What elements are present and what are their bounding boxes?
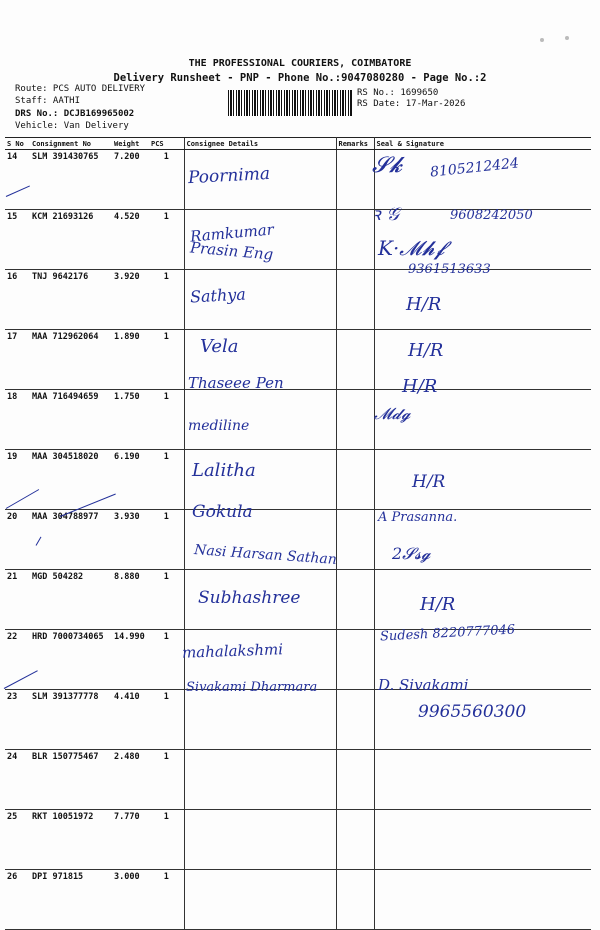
cell-sno: 16 — [5, 270, 30, 330]
cell-sno: 20 — [5, 510, 30, 570]
cell-weight: 3.930 — [112, 510, 149, 570]
signature-scribble: 2𝓢𝓼𝓰 — [392, 544, 431, 563]
table-row — [5, 270, 591, 330]
cell-pcs: 1 — [149, 570, 184, 630]
cell-sno: 17 — [5, 330, 30, 390]
cell-sno: 14 — [5, 150, 30, 210]
hr-mark: H/R — [402, 376, 438, 397]
signature-scribble: 𝓜𝓭𝓰 — [374, 404, 411, 423]
runsheet-table — [5, 137, 591, 930]
cell-consignment: MAA 304788977 — [30, 510, 112, 570]
cell-pcs: 1 — [149, 510, 184, 570]
handwritten-consignee-name: Poornima — [187, 163, 271, 189]
handwritten-consignee-name: Sathya — [189, 284, 247, 307]
col-pcs: PCS — [149, 138, 184, 150]
cell-sno: 15 — [5, 210, 30, 270]
cell-weight: 3.000 — [112, 870, 149, 930]
signature-scribble: 𝓢𝓴 — [372, 153, 403, 178]
cell-sno: 19 — [5, 450, 30, 510]
cell-consignee — [184, 690, 336, 750]
vehicle-info: Vehicle: Van Delivery — [15, 121, 129, 131]
rs-number — [357, 88, 465, 110]
cell-signature — [374, 750, 591, 810]
cell-weight: 4.520 — [112, 210, 149, 270]
handwritten-signature: Sudesh 8220777046 — [379, 622, 516, 645]
handwritten-consignee-name: mahalakshmi — [181, 640, 284, 662]
cell-pcs: 1 — [149, 330, 184, 390]
handwritten-consignee-name: mediline — [188, 418, 250, 434]
cell-weight: 14.990 — [112, 630, 149, 690]
col-sno: S No — [5, 138, 30, 150]
hr-mark: H/R — [420, 594, 456, 615]
cell-pcs: 1 — [149, 210, 184, 270]
cell-weight: 2.480 — [112, 750, 149, 810]
rs-number-text: RS No.: 1699650 — [357, 88, 439, 98]
cell-remarks — [336, 330, 374, 390]
barcode — [228, 90, 352, 116]
cell-consignment: MAA 712962064 — [30, 330, 112, 390]
cell-pcs: 1 — [149, 690, 184, 750]
table-row — [5, 390, 591, 450]
cell-consignment: BLR 150775467 — [30, 750, 112, 810]
cell-consignment: MAA 304518020 — [30, 450, 112, 510]
cell-signature — [374, 570, 591, 630]
table-row — [5, 870, 591, 930]
cell-pcs: 1 — [149, 450, 184, 510]
cell-pcs: 1 — [149, 870, 184, 930]
route-info: Route: PCS AUTO DELIVERY — [15, 84, 146, 94]
handwritten-phone: 9608242050 — [450, 208, 533, 223]
cell-signature — [374, 870, 591, 930]
handwritten-consignee-name: Subhashree — [198, 588, 301, 608]
table-row — [5, 450, 591, 510]
company-title: THE PROFESSIONAL COURIERS, COIMBATORE — [188, 58, 412, 69]
rs-date-text: RS Date: 17-Mar-2026 — [357, 99, 466, 109]
cell-consignment: SLM 391377778 — [30, 690, 112, 750]
handwritten-signature: D. Sivakami — [378, 676, 469, 694]
handwritten-consignee-name: Sivakami Dharmara — [186, 680, 318, 695]
col-consignment: Consignment No — [30, 138, 112, 150]
cell-pcs: 1 — [149, 150, 184, 210]
cell-signature — [374, 450, 591, 510]
cell-consignment: SLM 391430765 — [30, 150, 112, 210]
cell-sno: 22 — [5, 630, 30, 690]
handwritten-consignee-name: Gokula — [192, 502, 253, 522]
cell-weight: 3.920 — [112, 270, 149, 330]
punch-hole — [565, 36, 569, 40]
cell-weight: 4.410 — [112, 690, 149, 750]
handwritten-consignee-name: Nasi Harsan Sathan — [193, 542, 338, 568]
cell-weight: 7.200 — [112, 150, 149, 210]
handwritten-phone: 8105212424 — [429, 155, 520, 181]
cell-consignment: DPI 971815 — [30, 870, 112, 930]
cell-remarks — [336, 630, 374, 690]
cell-sno: 24 — [5, 750, 30, 810]
cell-consignment: TNJ 9642176 — [30, 270, 112, 330]
cell-remarks — [336, 690, 374, 750]
handwritten-signature: A Prasanna. — [378, 510, 458, 525]
col-signature: Seal & Signature — [374, 138, 591, 150]
cell-sno: 21 — [5, 570, 30, 630]
cell-consignment: MAA 716494659 — [30, 390, 112, 450]
table-header-row — [5, 138, 591, 150]
cell-remarks — [336, 150, 374, 210]
cell-consignee — [184, 810, 336, 870]
handwritten-phone: 9965560300 — [418, 702, 527, 722]
table-row — [5, 750, 591, 810]
cell-remarks — [336, 510, 374, 570]
cell-sno: 25 — [5, 810, 30, 870]
cell-sno: 23 — [5, 690, 30, 750]
table-row — [5, 330, 591, 390]
handwritten-consignee-name: Prasin Eng — [189, 238, 274, 264]
handwritten-consignee-name: Thaseee Pen — [188, 374, 284, 392]
hr-mark: H/R — [406, 294, 442, 315]
hr-mark: H/R — [412, 472, 446, 492]
cell-weight: 1.750 — [112, 390, 149, 450]
cell-remarks — [336, 750, 374, 810]
cell-sno: 18 — [5, 390, 30, 450]
cell-consignment: MGD 504282 — [30, 570, 112, 630]
cell-consignment: HRD 7000734065 — [30, 630, 112, 690]
hr-mark: H/R — [408, 340, 444, 361]
col-consignee: Consignee Details — [184, 138, 336, 150]
col-remarks: Remarks — [336, 138, 374, 150]
cell-pcs: 1 — [149, 750, 184, 810]
cell-weight: 6.190 — [112, 450, 149, 510]
cell-sno: 26 — [5, 870, 30, 930]
runsheet-subtitle: Delivery Runsheet - PNP - Phone No.:9047080280 - Page No.:2 — [113, 72, 487, 84]
cell-pcs: 1 — [149, 630, 184, 690]
cell-remarks — [336, 390, 374, 450]
col-weight: Weight — [112, 138, 149, 150]
handwritten-consignee-name: Lalitha — [192, 460, 256, 481]
cell-consignment: KCM 21693126 — [30, 210, 112, 270]
staff-info: Staff: AATHI — [15, 96, 81, 106]
cell-remarks — [336, 270, 374, 330]
cell-remarks — [336, 450, 374, 510]
cell-pcs: 1 — [149, 810, 184, 870]
cell-remarks — [336, 870, 374, 930]
cell-signature — [374, 810, 591, 870]
punch-hole — [540, 38, 544, 42]
handwritten-consignee-name: Ramkumar — [189, 220, 275, 246]
cell-remarks — [336, 210, 374, 270]
cell-weight: 8.880 — [112, 570, 149, 630]
cell-remarks — [336, 810, 374, 870]
cell-pcs: 1 — [149, 390, 184, 450]
cell-remarks — [336, 570, 374, 630]
cell-consignment: RKT 10051972 — [30, 810, 112, 870]
table-row — [5, 810, 591, 870]
signature-scribble: ꝛ 𝒢 — [372, 204, 400, 225]
cell-consignee — [184, 750, 336, 810]
signature-scribble: K·𝓜𝓱𝓯 — [378, 236, 445, 260]
cell-pcs: 1 — [149, 270, 184, 330]
cell-weight: 7.770 — [112, 810, 149, 870]
handwritten-phone: 9361513633 — [408, 262, 491, 277]
handwritten-consignee-name: Vela — [200, 336, 239, 357]
drs-number: DRS No.: DCJB169965002 — [15, 109, 135, 119]
cell-weight: 1.890 — [112, 330, 149, 390]
cell-consignee — [184, 870, 336, 930]
